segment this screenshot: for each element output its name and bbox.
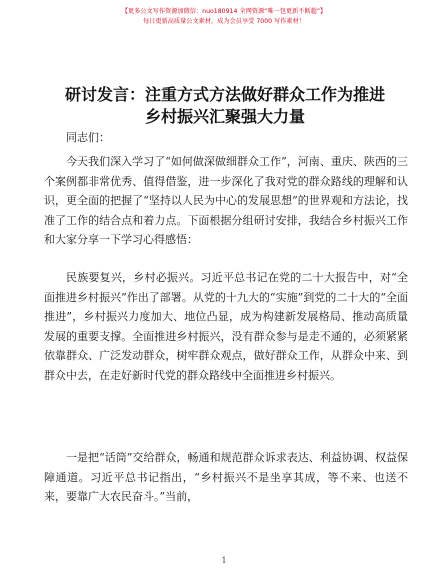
header-banner	[0, 7, 448, 26]
greeting: 同志们：	[66, 131, 110, 144]
title-line-2: 乡村振兴汇聚强大力量	[144, 107, 305, 126]
document-title	[40, 84, 410, 128]
banner-line-1: 【更多公文写作资源加微信：nuo180914 全网资源“唯一包更新不断超”】	[121, 8, 327, 15]
paragraph-point-one: 一是把“话筒”交给群众，畅通和规范群众诉求表达、利益协调、权益保障通道。习近平总书记指出，“乡村振兴不是坐享其成，等不来、也送不来，要靠广大农民奋斗。”当前，	[44, 451, 408, 503]
page-number: 1	[221, 556, 227, 565]
title-line-1: 研讨发言：注重方式方法做好群众工作为推进	[64, 85, 385, 104]
paragraph-rural-revitalization: 民族要复兴，乡村必振兴。习近平总书记在党的二十大报告中，对“全面推进乡村振兴”作出了部署。从党的十九大的“实施”到党的二十大的“全面推进”，乡村振兴力度加大、地位凸显，成为构建新发展格局、推动高质量发展的重要支撑。全面推进乡村振兴，没有群众参与是走不通的，必须紧紧依靠群众、广泛发动群众，树牢群众观点，做好群众工作，从群众中来、到群众中去，在走好新时代党的群众路线中全面推进乡村振兴。	[44, 271, 408, 382]
banner-line-2: 每日更新高质量公文素材，成为会员享受 7000 写作素材！	[143, 18, 305, 25]
paragraph-intro: 今天我们深入学习了“如何做深做细群众工作”，河南、重庆、陕西的三个案例都非常优秀、值得借鉴，进一步深化了我对党的群众路线的理解和认识，更全面的把握了“坚持以人民为中心的发展思想”的世界观和方法论，找准了工作的结合点和着力点。下面根据分组研讨安排，我结合乡村振兴工作和大家分享一下学习心得感悟：	[44, 155, 408, 246]
